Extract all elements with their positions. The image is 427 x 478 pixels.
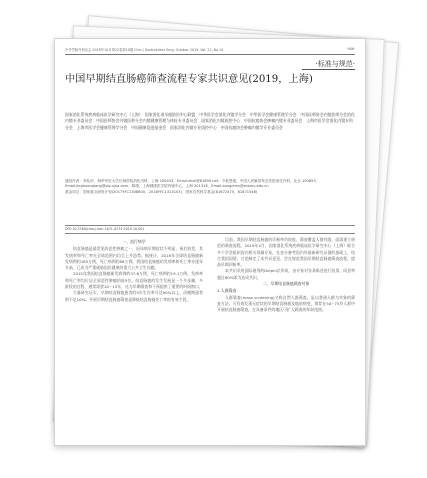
divider	[65, 225, 355, 226]
body-paragraph: 本共识采用国际通用的Delphi法形成，由专家对各条陈述进行投票，同意率超过80%即为达成共识。	[217, 268, 355, 280]
section-heading: 二、早期结直肠癌筛查对象	[262, 281, 310, 287]
article-title: 中国早期结直肠癌筛查流程专家共识意见(2019，上海)	[65, 74, 313, 85]
body-paragraph: 目前，我国早期结直肠癌的诊断率仍较低，筛查覆盖人群有限，亟需建立规范的筛查流程。2019年4月，国家消化系统疾病临床医学研究中心（上海）联合多个学会组织国内相关领域专家，在充分参考国内外最新研究证据的基础上，结合我国国情，讨论制定了本共识意见，旨在规范我国早期结直肠癌筛查流程，提高早期诊断率。	[217, 237, 355, 268]
body-column-left	[65, 239, 203, 439]
author-list: 国家消化系统疾病临床医学研究中心（上海） 国家消化道早癌防治中心联盟 中华医学会消化内镜学分会 中华医学会健康管理学分会 中国医师协会内镜医师分会消化内镜专业委员会 中国医师协会内镜医师分会内镜健康管理与体检专业委员会 国家消化内镜质控中心 中国抗癌协会肿瘤内镜专业委员会 上海市医学会消化内镜专科分会 上海市医学会健康管理学分会 中国健康促进基金会 国家消化内镜专业质控中心 中国抗癌协会肿瘤内镜学专业委员会	[65, 112, 355, 130]
body-paragraph: 大量研究证实，早期结直肠癌患者的5年生存率可达90%以上，而晚期患者则不足10%。开展早期结直肠癌筛查是降低结直肠癌死亡率的有效手段。	[65, 290, 203, 302]
correspondence-text: 通信作者：李兆申，海军军医大学长海医院消化内科，上海 200433，Email:zhsli@81890.net；令狐恩强，中国人民解放军总医院消化内科，北京 100853，Email:linghuenqiang@vip.sina.com；陈康，上海健康医学院内镜中心，上海 201318，Email:kangchen@shsmu.edu.cn	[65, 179, 320, 189]
body-column-right	[217, 237, 355, 439]
subsection-heading: 1.人群筛查	[217, 288, 237, 294]
running-header	[65, 47, 355, 55]
doi-line: DOI:10.3760/cma.j.issn.1671-0274.2019.10.001	[65, 227, 145, 231]
correspondence-block	[65, 179, 355, 195]
section-label: ·标准与规范·	[302, 59, 355, 70]
body-paragraph: 人群筛查(mass screening)又称自然人群筛查，是以普通人群为对象的筛查方法，可有效发现无症状的早期结直肠癌及癌前病变，推荐在50~75岁人群中开展结直肠癌筛查，在具备条件的地区可扩大筛查的年龄范围。	[217, 294, 355, 313]
divider	[65, 233, 355, 234]
section-heading: 一、流行病学	[122, 239, 146, 244]
page-number: ·906·	[346, 47, 355, 51]
document-page	[54, 38, 366, 446]
body-paragraph: 结直肠癌是最常见的恶性肿瘤之一，因该病早期症状不明显，预后较差，其发病率和死亡率在全球范围内均呈上升趋势。据统计，2018年全球结直肠癌新发病例约185万例，死亡病例约88万例。我国结直肠癌的发病率和死亡率亦逐年升高，已成为严重威胁国民健康的重大公共卫生问题。	[65, 246, 203, 271]
funding-text: 基金项目：国家重点研发计划(2017YFC1308800，2018YFC1313103)；国家自然科学基金(81672475，81871546)	[65, 189, 258, 194]
journal-citation: 中华胃肠外科杂志 2019年10月第22卷第10期 Chin J Gastrointest Surg, October 2019, Vol. 22, No.10	[65, 48, 224, 52]
body-paragraph: 2015年我国结直肠癌新发病例约37.6万例，死亡病例约19.1万例，发病率和死亡率均位居全部恶性肿瘤的前5位。结直肠癌的发生发展是一个多步骤、多阶段的过程，通常需要10~15年，这为早期筛查和干预提供了重要的时间窗口。	[65, 271, 203, 290]
